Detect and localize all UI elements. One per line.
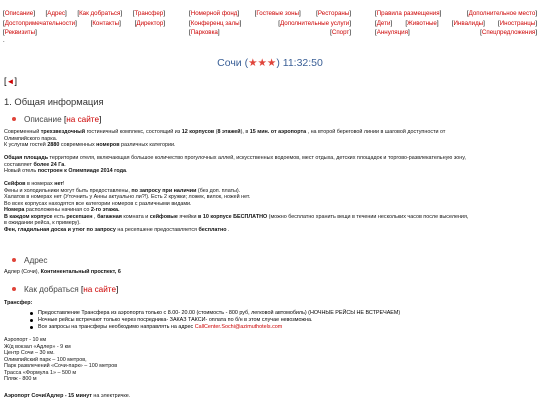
nav-item-how-to-get[interactable]: [Как добраться] (77, 10, 123, 17)
nav-item-sport[interactable]: [Спорт] (330, 29, 351, 37)
city-name: Сочи (217, 57, 242, 69)
back-arrow-icon[interactable]: ◄ (6, 77, 15, 86)
nav-item-sights[interactable]: [Достопримечательности] (3, 19, 77, 27)
nav-item-rooms[interactable]: [Номерной фонд] (189, 10, 240, 17)
list-item: Все запросы на трансферы необходимо направлять на адрес CallCenter.Sochi@azimuthotels.com (30, 324, 400, 331)
callcenter-email-link[interactable]: CallCenter.Sochi@azimuthotels.com (194, 323, 283, 330)
nav-column-2 (189, 9, 351, 38)
list-item: Предоставление Трансфера из аэропорта только с 8.00- 20.00 (стоимость - 800 руб, легковой автомобиль) (НОЧНЫЕ РЕЙСЫ НЕ ВСТРЕЧАЕМ) (30, 310, 400, 317)
nav-item-requisites[interactable]: [Реквизиты] (3, 29, 37, 37)
bullet-icon (12, 258, 16, 262)
back-link[interactable]: [◄] (4, 76, 17, 86)
nav-item-restaurants[interactable]: [Рестораны] (316, 10, 351, 17)
airport-info: Аэропорт Сочи/Адлер - 15 минут на электричке. (4, 393, 131, 399)
nav-item-conference-halls[interactable]: [Конференц залы] (189, 19, 242, 27)
address-text: Адлер (Сочи), Континентальный проспект, 6 (4, 269, 121, 275)
nav-item-contacts[interactable]: [Контакты] (90, 19, 121, 27)
nav-item-special-offers[interactable]: [Спецпредложения] (480, 29, 537, 37)
description-site-link[interactable]: на сайте (66, 115, 100, 124)
list-item: Ночные рейсы встречают только через посредника- ЗАКАЗ ТАКСИ- оплата по б/н в этом случае невозможна. (30, 317, 400, 324)
section-heading: 1. Общая информация (4, 96, 104, 107)
nav-dot: . (3, 38, 5, 44)
transfer-label: Трансфер: (4, 300, 33, 306)
distances-list: Аэропорт - 10 км Ж/д вокзал «Адлер» - 9 км Центр Сочи – 30 км. Олимпийский парк – 100 метров, Парк развлечений «Сочи-парк» – 100 метров Трасса «Формула 1» – 500 м Пляж - 800 м (4, 337, 118, 382)
howto-heading: Как добраться [на сайте] (12, 285, 118, 294)
stars-rating: ★★★ (248, 57, 277, 69)
address-heading: Адрес (12, 256, 47, 265)
description-text: Современный трехзвездочный гостиничный комплекс, состоящий из 12 корпусов (8 этажей), в 15 мин. от аэропорта , на второй береговой линии в шаговой доступности от Олимпийского парка. К услугам гостей 2880 современных номеров различных категории. Общая площадь территории отеля, включающая большое количество прогулочных аллей, искусственных водоемов, мест отдыха, детских площадок и торгово-развлекательную зону, составляет более 24 Га. Новый отель построен к Олимпиаде 2014 года. Сейфов в номерах нет! Фены и холодильники могут быть предоставлены, по запросу при наличии (без доп. платы). Халатов в номерах нет (Уточнить у Анны актуально ли?!). Есть 2 кружки; ложек, вилок, ножей нет. Во всех корпусах находятся все категории номеров с различными видами. Номера расположены начиная со 2-го этажа. В каждом корпусе есть ресепшен , багажная комната и сейфовые ячейки в 10 корпусе БЕСПЛАТНО (можно бесплатно хранить вещи в течении нескольких часов после выселения, в ожидании рейса, к примеру). Фен, гладильная доска и утюг по запросу на ресепшене предоставляется бесплатно . (4, 129, 469, 233)
nav-item-rules[interactable]: [Правила размещения] (375, 10, 442, 17)
nav-item-children[interactable]: [Дети] (375, 19, 393, 27)
clock: 11:32:50 (282, 57, 323, 69)
howto-site-link[interactable]: на сайте (83, 285, 117, 294)
nav-item-transfer[interactable]: [Трансфер] (132, 10, 165, 17)
nav-item-director[interactable]: [Директор] (134, 19, 165, 27)
description-heading: Описание [на сайте] (12, 115, 101, 124)
nav-column-3 (375, 9, 537, 38)
nav-item-disabled[interactable]: [Инвалиды] (451, 19, 485, 27)
transfer-list (30, 310, 400, 330)
nav-item-foreigners[interactable]: [Иностранцы] (498, 19, 537, 27)
nav-item-parking[interactable]: [Парковка] (189, 29, 220, 37)
bullet-icon (12, 117, 16, 121)
page-title: Сочи (★★★) 11:32:50 (217, 57, 323, 69)
nav-item-guest-areas[interactable]: [Гостевые зоны] (254, 10, 301, 17)
nav-item-cancellation[interactable]: [Аннуляция] (375, 29, 410, 37)
nav-item-description[interactable]: [Описание] (3, 10, 35, 17)
nav-item-address[interactable]: [Адрес] (45, 10, 67, 17)
bullet-icon (12, 287, 16, 291)
nav-item-animals[interactable]: [Животные] (405, 19, 439, 27)
nav-item-extra-bed[interactable]: [Дополнительное место] (466, 10, 537, 17)
nav-column-1 (3, 9, 165, 38)
nav-item-extra-services[interactable]: [Дополнительные услуги] (278, 19, 351, 27)
